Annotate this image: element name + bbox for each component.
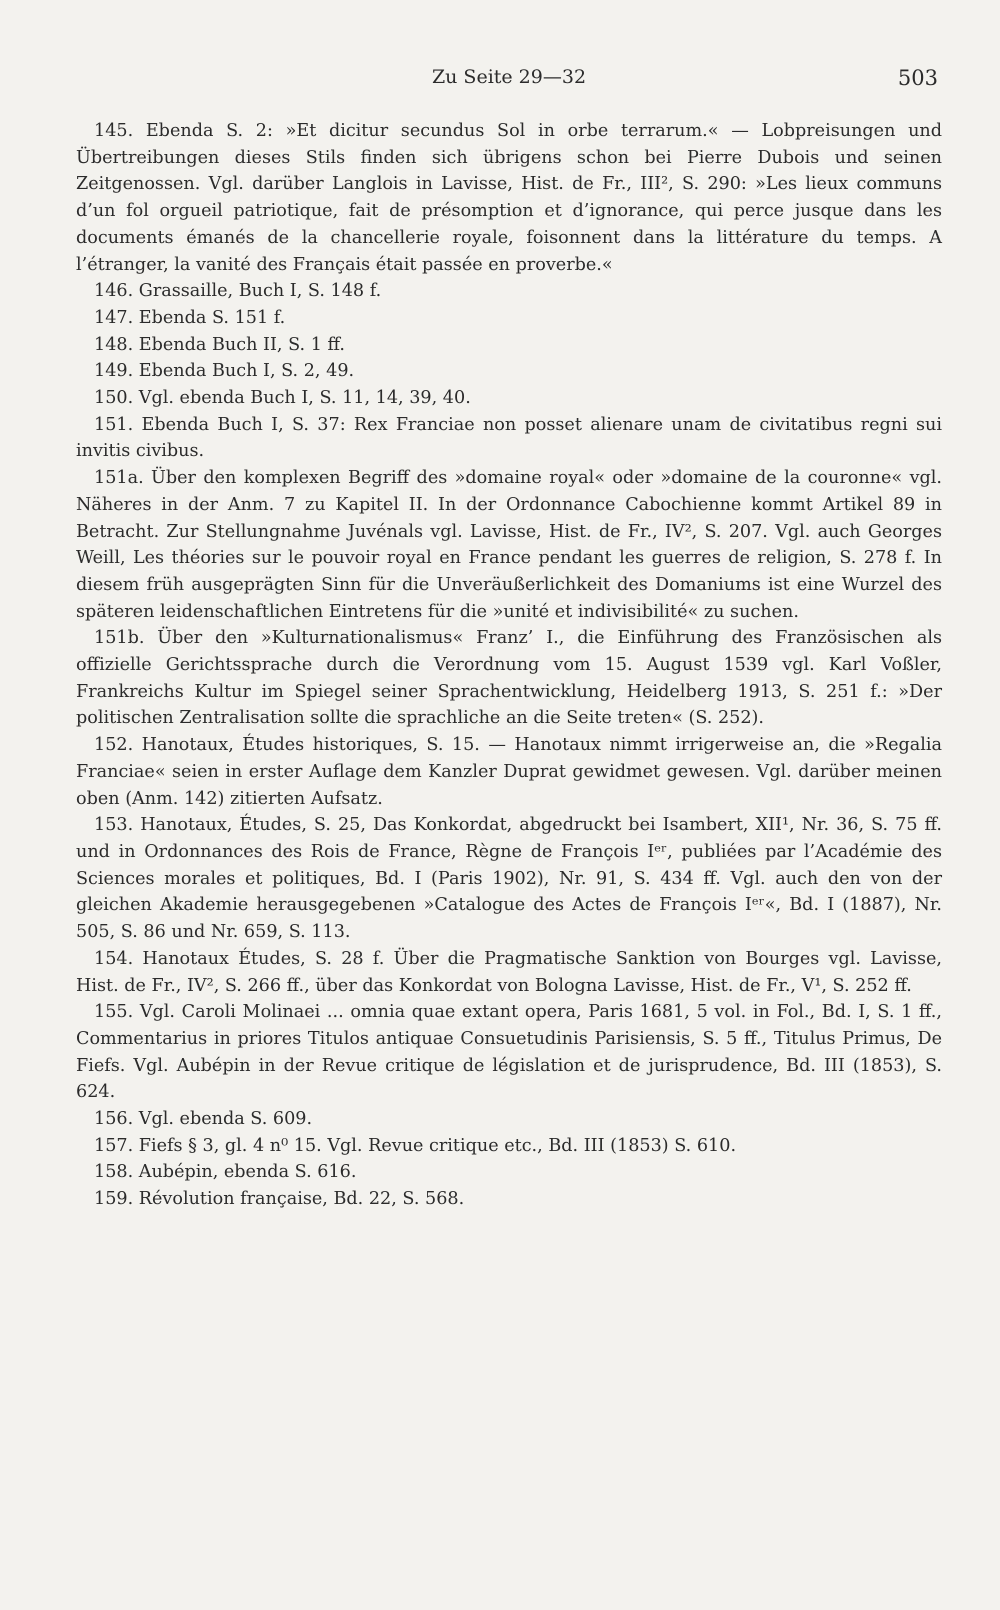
page-number: 503 [897, 66, 938, 90]
note-147: 147. Ebenda S. 151 f. [94, 307, 286, 328]
note-155: 155. Vgl. Caroli Molinaei ... omnia quae extant opera, Paris 1681, 5 vol. in Fol., Bd. I, S. 1 ff., Commentarius in priores Titulos antiquae Consuetudinis Parisiensis, S. 5 ff., Titulus Primus, De Fiefs. Vgl. Aubépin in der Revue critique de législation et de jurisprudence, Bd. III (1853), S. 624. [76, 1002, 942, 1103]
note-150: 150. Vgl. ebenda Buch I, S. 11, 14, 39, 40. [94, 388, 471, 409]
note-152: 152. Hanotaux, Études historiques, S. 15. — Hanotaux nimmt irrigerweise an, die »Regalia Franciae« seien in erster Auflage dem Kanzler Duprat gewidmet gewesen. Vgl. darüber meinen oben (Anm. 142) zitierten Aufsatz. [76, 735, 942, 809]
note-149: 149. Ebenda Buch I, S. 2, 49. [94, 361, 355, 382]
note-151a: 151a. Über den komplexen Begriff des »domaine royal« oder »domaine de la couronne« vgl. Näheres in der Anm. 7 zu Kapitel II. In der Ordonnance Cabochienne kommt Artikel 89 in Betracht. Zur Stellungnahme Juvénals vgl. Lavisse, Hist. de Fr., IV², S. 207. Vgl. auch Georges Weill, Les théories sur le pouvoir royal en France pendant les guerres de religion, S. 278 f. In diesem früh ausgeprägten Sinn für die Unveräußerlichkeit des Domaniums ist eine Wurzel des späteren leidenschaftlichen Eintretens für die »unité et indivisibilité« zu suchen. [76, 468, 942, 622]
endnotes [76, 118, 942, 1213]
note-153: 153. Hanotaux, Études, S. 25, Das Konkordat, abgedruckt bei Isambert, XII¹, Nr. 36, S. 75 ff. und in Ordonnances des Rois de France, Règne de François Iᵉʳ, publiées par l’Académie des Sciences morales et politiques, Bd. I (Paris 1902), Nr. 91, S. 434 ff. Vgl. auch den von der gleichen Akademie herausgegebenen »Catalogue des Actes de François Iᵉʳ«, Bd. I (1887), Nr. 505, S. 86 und Nr. 659, S. 113. [76, 815, 942, 943]
note-159: 159. Révolution française, Bd. 22, S. 568. [94, 1189, 465, 1210]
note-157: 157. Fiefs § 3, gl. 4 n⁰ 15. Vgl. Revue critique etc., Bd. III (1853) S. 610. [94, 1135, 737, 1156]
note-146: 146. Grassaille, Buch I, S. 148 f. [94, 281, 382, 302]
note-145: 145. Ebenda S. 2: »Et dicitur secundus Sol in orbe terrarum.« — Lobpreisungen und Übertreibungen dieses Stils finden sich übrigens schon bei Pierre Dubois und seinen Zeitgenossen. Vgl. darüber Langlois in Lavisse, Hist. de Fr., III², S. 290: »Les lieux communs d’un fol orgueil patriotique, fait de présomption et d’ignorance, qui perce jusque dans les documents émanés de la chancellerie royale, foisonnent dans la littérature du temps. A l’étranger, la vanité des Français était passée en proverbe.« [76, 121, 942, 275]
note-148: 148. Ebenda Buch II, S. 1 ff. [94, 334, 345, 355]
running-title: Zu Seite 29—32 [431, 66, 587, 88]
note-158: 158. Aubépin, ebenda S. 616. [94, 1162, 357, 1183]
note-151: 151. Ebenda Buch I, S. 37: Rex Franciae non posset alienare unam de civitatibus regni sui invitis civibus. [76, 414, 942, 462]
note-151b: 151b. Über den »Kulturnationalismus« Franz’ I., die Einführung des Französischen als offizielle Gerichtssprache durch die Verordnung vom 15. August 1539 vgl. Karl Voßler, Frankreichs Kultur im Spiegel seiner Sprachentwicklung, Heidelberg 1913, S. 251 f.: »Der politischen Zentralisation sollte die sprachliche an die Seite treten« (S. 252). [76, 628, 942, 729]
page-header [76, 64, 942, 98]
note-154: 154. Hanotaux Études, S. 28 f. Über die Pragmatische Sanktion von Bourges vgl. Lavisse, Hist. de Fr., IV², S. 266 ff., über das Konkordat von Bologna Lavisse, Hist. de Fr., V¹, S. 252 ff. [76, 948, 942, 996]
note-156: 156. Vgl. ebenda S. 609. [94, 1109, 313, 1130]
